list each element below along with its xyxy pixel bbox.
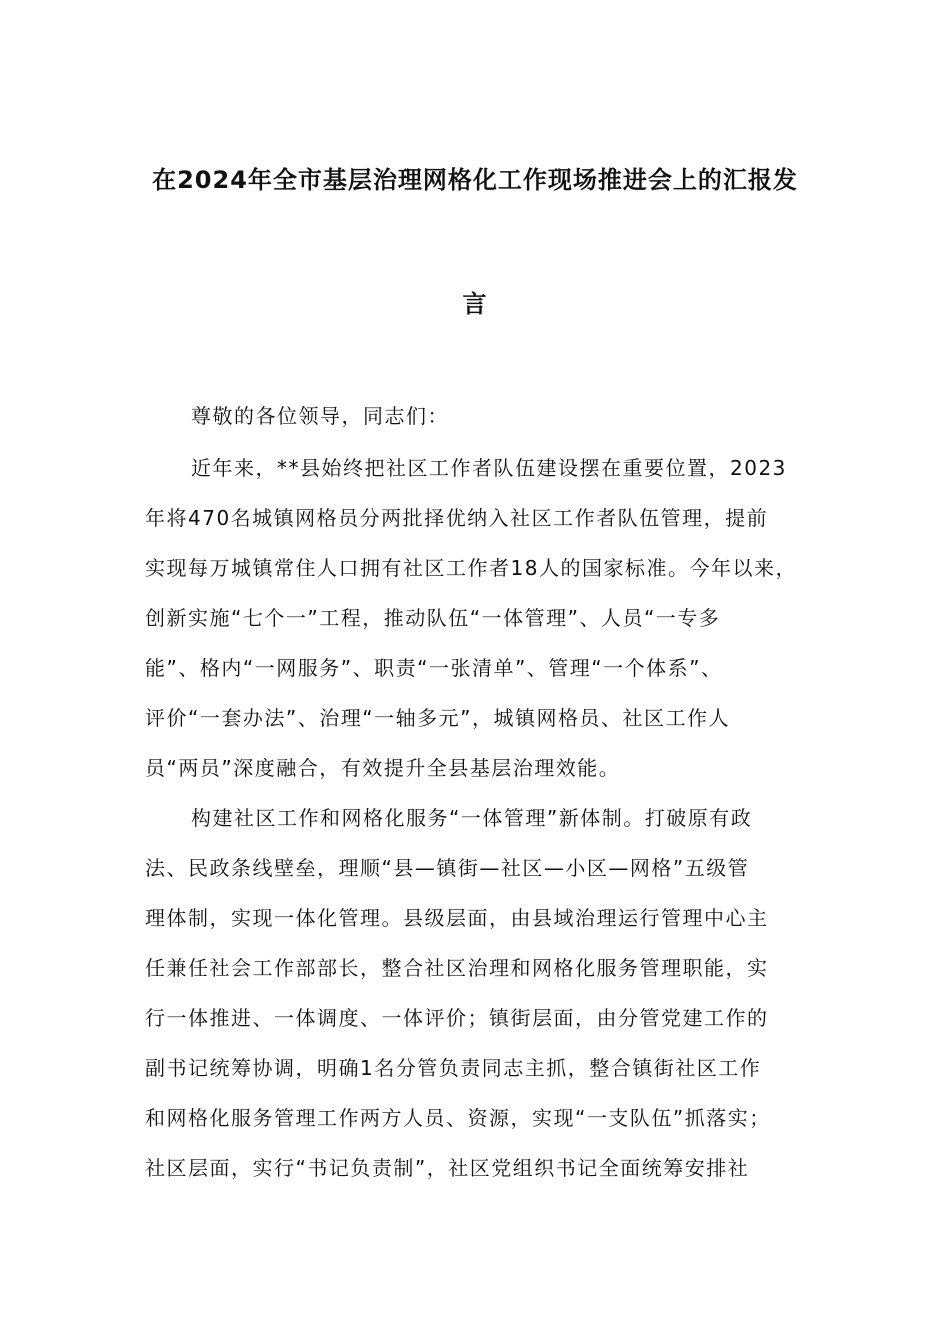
paragraph-1-line-7: 员“两员”深度融合，有效提升全县基层治理效能。 bbox=[145, 756, 621, 780]
paragraph-1-line-1: 近年来，**县始终把社区工作者队伍建设摆在重要位置，2023 bbox=[191, 456, 787, 480]
paragraph-2-line-1: 构建社区工作和网格化服务“一体管理”新体制。打破原有政 bbox=[191, 806, 753, 830]
paragraph-2-line-2: 法、民政条线壁垒，理顺“县—镇街—社区—小区—网格”五级管 bbox=[145, 856, 750, 880]
salutation-line: 尊敬的各位领导，同志们： bbox=[191, 404, 449, 428]
paragraph-1-line-2: 年将470名城镇网格员分两批择优纳入社区工作者队伍管理，提前 bbox=[145, 506, 769, 530]
paragraph-1-line-4: 创新实施“七个一”工程，推动队伍“一体管理”、人员“一专多 bbox=[145, 606, 721, 630]
paragraph-1-line-3: 实现每万城镇常住人口拥有社区工作者18人的国家标准。今年以来， bbox=[145, 556, 797, 580]
paragraph-2-line-3: 理体制，实现一体化管理。县级层面，由县域治理运行管理中心主 bbox=[145, 906, 769, 930]
document-title-line-2: 言 bbox=[462, 290, 488, 318]
paragraph-2-line-8: 社区层面，实行“书记负责制”，社区党组织书记全面统筹安排社 bbox=[145, 1156, 750, 1180]
paragraph-2-line-5: 行一体推进、一体调度、一体评价；镇街层面，由分管党建工作的 bbox=[145, 1006, 769, 1030]
document-title-line-1: 在2024年全市基层治理网格化工作现场推进会上的汇报发 bbox=[152, 166, 798, 194]
paragraph-2-line-7: 和网格化服务管理工作两方人员、资源，实现“一支队伍”抓落实； bbox=[145, 1106, 771, 1130]
paragraph-2-line-6: 副书记统筹协调，明确1名分管负责同志主抓，整合镇街社区工作 bbox=[145, 1056, 762, 1080]
paragraph-1-line-6: 评价“一套办法”、治理“一轴多元”，城镇网格员、社区工作人 bbox=[145, 706, 730, 730]
paragraph-1-line-5: 能”、格内“一网服务”、职责“一张清单”、管理“一个体系”、 bbox=[145, 656, 723, 680]
paragraph-2-line-4: 任兼任社会工作部部长，整合社区治理和网格化服务管理职能，实 bbox=[145, 956, 769, 980]
